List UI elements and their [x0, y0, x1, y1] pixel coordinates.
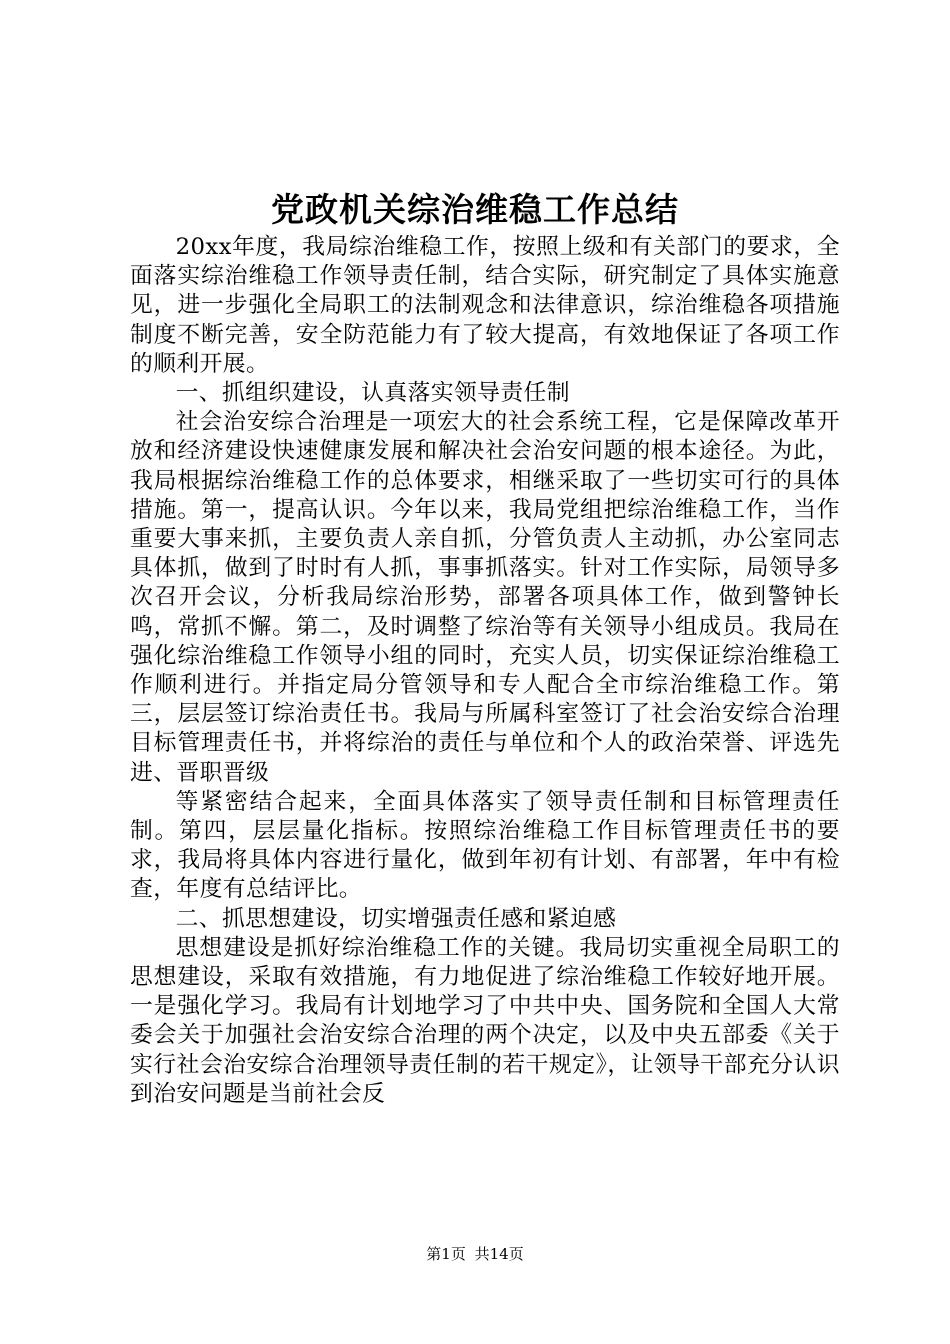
section-2-paragraph-1: 思想建设是抓好综治维稳工作的关键。我局切实重视全局职工的思想建设，采取有效措施，有力地促进了综治维稳工作较好地开展。一是强化学习。我局有计划地学习了中共中央、国务院和全国人大常委会关于加强社会治安综合治理的两个决定，以及中央五部委《关于实行社会治安综合治理领导责任制的若干规定》，让领导干部充分认识到治安问题是当前社会反: [130, 934, 840, 1107]
intro-paragraph: 20xx年度，我局综治维稳工作，按照上级和有关部门的要求，全面落实综治维稳工作领导责任制，结合实际，研究制定了具体实施意见，进一步强化全局职工的法制观念和法律意识，综治维稳各项措施制度不断完善，安全防范能力有了较大提高，有效地保证了各项工作的顺利开展。: [130, 234, 840, 377]
document-body: [130, 233, 840, 1109]
section-1-paragraph-2: 等紧密结合起来，全面具体落实了领导责任制和目标管理责任制。第四，层层量化指标。按照综治维稳工作目标管理责任书的要求，我局将具体内容进行量化，做到年初有计划、有部署，年中有检查，年度有总结评比。: [130, 788, 840, 903]
section-1-paragraph-1: 社会治安综合治理是一项宏大的社会系统工程，它是保障改革开放和经济建设快速健康发展和解决社会治安问题的根本途径。为此，我局根据综治维稳工作的总体要求，相继采取了一些切实可行的具体措施。第一，提高认识。今年以来，我局党组把综治维稳工作，当作重要大事来抓，主要负责人亲自抓，分管负责人主动抓，办公室同志具体抓，做到了时时有人抓，事事抓落实。针对工作实际，局领导多次召开会议，分析我局综治形势，部署各项具体工作，做到警钟长鸣，常抓不懈。第二，及时调整了综治等有关领导小组成员。我局在强化综治维稳工作领导小组的同时，充实人员，切实保证综治维稳工作顺利进行。并指定局分管领导和专人配合全市综治维稳工作。第三，层层签订综治责任书。我局与所属科室签订了社会治安综合治理目标管理责任书，并将综治的责任与单位和个人的政治荣誉、评选先进、晋职晋级: [130, 409, 840, 786]
page-total: 共14页: [474, 1245, 524, 1263]
section-heading-2: 二、抓思想建设，切实增强责任感和紧迫感: [175, 905, 617, 932]
page-number: 第1页: [426, 1245, 466, 1263]
page-footer: [0, 1244, 950, 1264]
document-title: 党政机关综治维稳工作总结: [271, 190, 679, 229]
section-heading-1: 一、抓组织建设，认真落实领导责任制: [175, 380, 570, 407]
